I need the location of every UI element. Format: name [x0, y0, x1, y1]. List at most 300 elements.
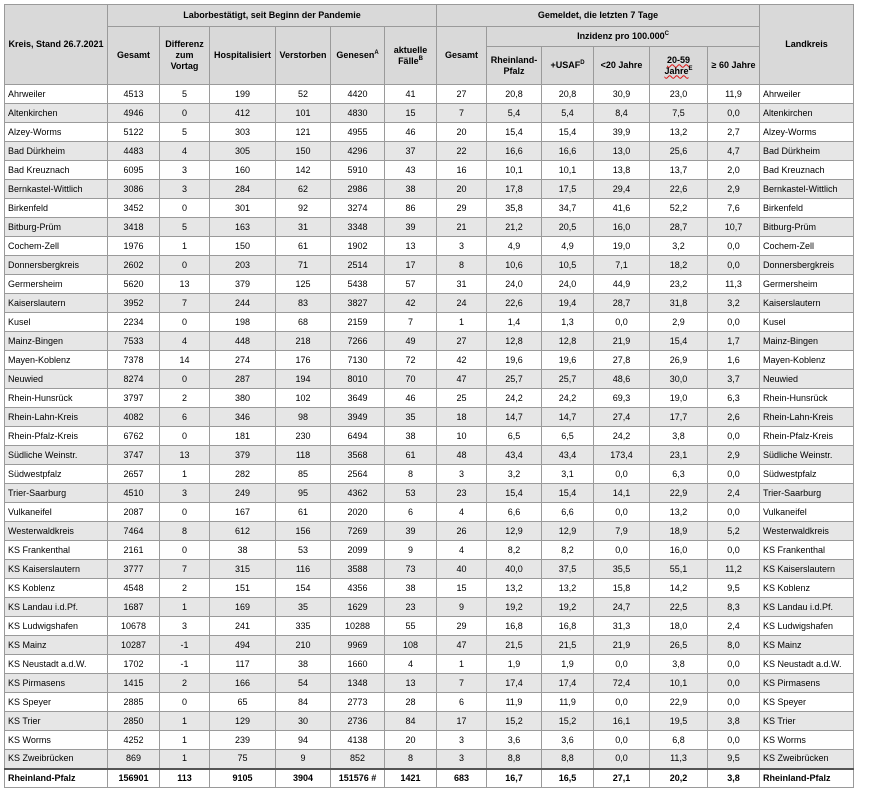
cell-genesen: 3949	[331, 408, 385, 427]
cell-genesen: 7269	[331, 522, 385, 541]
cell-gesamt-7d: 47	[437, 370, 487, 389]
table-row	[5, 294, 854, 313]
cell-gesamt-7d: 47	[437, 636, 487, 655]
cell-hospitalisiert: 305	[210, 142, 276, 161]
cell-inzidenz-60-plus: 9,5	[708, 750, 760, 769]
table-row	[5, 541, 854, 560]
cell-inzidenz-usaf: 3,1	[542, 465, 594, 484]
cell-gesamt: 2602	[108, 256, 160, 275]
cell-kreis: Birkenfeld	[5, 199, 108, 218]
cell-differenz: 13	[160, 446, 210, 465]
cell-aktuelle-faelle: 53	[385, 484, 437, 503]
cell-gesamt-7d: 31	[437, 275, 487, 294]
cell-inzidenz-rlp: 6,5	[487, 427, 542, 446]
cell-differenz: 1	[160, 237, 210, 256]
cell-inzidenz-usaf: 4,9	[542, 237, 594, 256]
cell-inzidenz-60-plus: 2,6	[708, 408, 760, 427]
cell-gesamt: 8274	[108, 370, 160, 389]
cell-hospitalisiert: 65	[210, 693, 276, 712]
cell-gesamt-7d: 40	[437, 560, 487, 579]
col-hospitalisiert: Hospitalisiert	[210, 27, 276, 85]
cell-inzidenz-rlp: 12,9	[487, 522, 542, 541]
cell-verstorben: 68	[276, 313, 331, 332]
cell-aktuelle-faelle: 7	[385, 313, 437, 332]
cell-kreis: KS Landau i.d.Pf.	[5, 598, 108, 617]
cell-inzidenz-60-plus: 11,2	[708, 560, 760, 579]
cell-inzidenz-60-plus: 4,7	[708, 142, 760, 161]
cell-kreis: KS Neustadt a.d.W.	[5, 655, 108, 674]
cell-gesamt: 4252	[108, 731, 160, 750]
cell-kreis: Vulkaneifel	[5, 503, 108, 522]
col-20-59: 20-59 Jahre$^E$	[650, 47, 708, 85]
cell-aktuelle-faelle: 13	[385, 237, 437, 256]
cell-inzidenz-usaf: 16,6	[542, 142, 594, 161]
cell-inzidenz-60-plus: 0,0	[708, 465, 760, 484]
cell-landkreis: Bad Dürkheim	[760, 142, 854, 161]
cell-inzidenz-usaf: 14,7	[542, 408, 594, 427]
cell-hospitalisiert: 244	[210, 294, 276, 313]
cell-kreis: Mainz-Bingen	[5, 332, 108, 351]
cell-differenz: 14	[160, 351, 210, 370]
cell-inzidenz-u20: 0,0	[594, 655, 650, 674]
cell-genesen: 4296	[331, 142, 385, 161]
cell-landkreis: Donnersbergkreis	[760, 256, 854, 275]
cell-hospitalisiert: 315	[210, 560, 276, 579]
cell-inzidenz-usaf: 1,9	[542, 655, 594, 674]
table-row	[5, 427, 854, 446]
cell-landkreis: KS Speyer	[760, 693, 854, 712]
cell-differenz: 6	[160, 408, 210, 427]
cell-genesen: 1348	[331, 674, 385, 693]
cell-inzidenz-usaf: 6,5	[542, 427, 594, 446]
total-genesen: 151576 #	[331, 769, 385, 788]
col-60-plus: ≥ 60 Jahre	[708, 47, 760, 85]
cell-hospitalisiert: 301	[210, 199, 276, 218]
cell-inzidenz-u20: 35,5	[594, 560, 650, 579]
cell-gesamt: 3418	[108, 218, 160, 237]
cell-hospitalisiert: 380	[210, 389, 276, 408]
cell-inzidenz-u20: 0,0	[594, 465, 650, 484]
cell-landkreis: Vulkaneifel	[760, 503, 854, 522]
cell-inzidenz-usaf: 3,6	[542, 731, 594, 750]
cell-gesamt: 5620	[108, 275, 160, 294]
cell-inzidenz-20-59: 3,2	[650, 237, 708, 256]
cell-gesamt: 2657	[108, 465, 160, 484]
cell-kreis: KS Koblenz	[5, 579, 108, 598]
cell-inzidenz-u20: 173,4	[594, 446, 650, 465]
cell-differenz: 3	[160, 484, 210, 503]
cell-inzidenz-60-plus: 0,0	[708, 674, 760, 693]
cell-gesamt: 6095	[108, 161, 160, 180]
cell-inzidenz-20-59: 13,2	[650, 123, 708, 142]
cell-inzidenz-usaf: 25,7	[542, 370, 594, 389]
table-row	[5, 180, 854, 199]
cell-landkreis: Bitburg-Prüm	[760, 218, 854, 237]
cell-verstorben: 61	[276, 237, 331, 256]
seven-day-group-header: Gemeldet, die letzten 7 Tage	[437, 5, 760, 27]
table-row	[5, 275, 854, 294]
cell-gesamt: 7533	[108, 332, 160, 351]
cell-aktuelle-faelle: 20	[385, 731, 437, 750]
cell-hospitalisiert: 166	[210, 674, 276, 693]
cell-gesamt-7d: 23	[437, 484, 487, 503]
cell-verstorben: 121	[276, 123, 331, 142]
cell-differenz: 0	[160, 370, 210, 389]
cell-genesen: 3827	[331, 294, 385, 313]
cell-gesamt-7d: 16	[437, 161, 487, 180]
cell-inzidenz-20-59: 19,0	[650, 389, 708, 408]
cell-inzidenz-usaf: 19,6	[542, 351, 594, 370]
cell-inzidenz-usaf: 20,5	[542, 218, 594, 237]
cell-inzidenz-20-59: 30,0	[650, 370, 708, 389]
cell-kreis: Westerwaldkreis	[5, 522, 108, 541]
cell-gesamt-7d: 29	[437, 617, 487, 636]
cell-verstorben: 156	[276, 522, 331, 541]
cell-genesen: 4362	[331, 484, 385, 503]
cell-hospitalisiert: 198	[210, 313, 276, 332]
table-row	[5, 712, 854, 731]
covid-table-container	[4, 4, 854, 788]
cell-kreis: Rhein-Pfalz-Kreis	[5, 427, 108, 446]
cell-kreis: Kaiserslautern	[5, 294, 108, 313]
table-row	[5, 560, 854, 579]
cell-landkreis: Birkenfeld	[760, 199, 854, 218]
cell-verstorben: 218	[276, 332, 331, 351]
cell-aktuelle-faelle: 41	[385, 85, 437, 104]
cell-hospitalisiert: 199	[210, 85, 276, 104]
cell-genesen: 4830	[331, 104, 385, 123]
cell-inzidenz-usaf: 8,8	[542, 750, 594, 769]
cell-inzidenz-usaf: 12,9	[542, 522, 594, 541]
cell-genesen: 2159	[331, 313, 385, 332]
cell-gesamt: 4548	[108, 579, 160, 598]
table-row	[5, 731, 854, 750]
cell-differenz: 1	[160, 731, 210, 750]
cell-inzidenz-60-plus: 0,0	[708, 237, 760, 256]
cell-differenz: -1	[160, 655, 210, 674]
cell-inzidenz-20-59: 17,7	[650, 408, 708, 427]
cell-gesamt-7d: 3	[437, 237, 487, 256]
cell-inzidenz-rlp: 12,8	[487, 332, 542, 351]
cell-aktuelle-faelle: 61	[385, 446, 437, 465]
cell-genesen: 5910	[331, 161, 385, 180]
cell-inzidenz-u20: 19,0	[594, 237, 650, 256]
cell-inzidenz-60-plus: 2,4	[708, 484, 760, 503]
cell-inzidenz-60-plus: 6,3	[708, 389, 760, 408]
cell-kreis: Ahrweiler	[5, 85, 108, 104]
cell-hospitalisiert: 241	[210, 617, 276, 636]
col-aktuelle-faelle: aktuelle Fälle$^B$	[385, 27, 437, 85]
cell-hospitalisiert: 379	[210, 446, 276, 465]
cell-landkreis: KS Koblenz	[760, 579, 854, 598]
cell-verstorben: 154	[276, 579, 331, 598]
cell-inzidenz-u20: 16,1	[594, 712, 650, 731]
table-row	[5, 446, 854, 465]
cell-aktuelle-faelle: 15	[385, 104, 437, 123]
cell-landkreis: Kaiserslautern	[760, 294, 854, 313]
total-aktuelle-faelle: 1421	[385, 769, 437, 788]
cell-aktuelle-faelle: 4	[385, 655, 437, 674]
table-row	[5, 218, 854, 237]
cell-aktuelle-faelle: 13	[385, 674, 437, 693]
cell-genesen: 3274	[331, 199, 385, 218]
cell-inzidenz-usaf: 17,4	[542, 674, 594, 693]
cell-inzidenz-60-plus: 3,8	[708, 712, 760, 731]
cell-aktuelle-faelle: 38	[385, 180, 437, 199]
cell-kreis: Rhein-Hunsrück	[5, 389, 108, 408]
cell-verstorben: 118	[276, 446, 331, 465]
cell-gesamt: 869	[108, 750, 160, 769]
cell-inzidenz-60-plus: 2,9	[708, 446, 760, 465]
cell-inzidenz-u20: 0,0	[594, 503, 650, 522]
cell-inzidenz-60-plus: 0,0	[708, 104, 760, 123]
cell-aktuelle-faelle: 46	[385, 123, 437, 142]
cell-gesamt-7d: 20	[437, 123, 487, 142]
total-gesamt: 156901	[108, 769, 160, 788]
table-row	[5, 161, 854, 180]
cell-aktuelle-faelle: 28	[385, 693, 437, 712]
cell-inzidenz-rlp: 43,4	[487, 446, 542, 465]
cell-hospitalisiert: 169	[210, 598, 276, 617]
cell-inzidenz-20-59: 19,5	[650, 712, 708, 731]
cell-verstorben: 84	[276, 693, 331, 712]
cell-gesamt: 4082	[108, 408, 160, 427]
cell-inzidenz-rlp: 1,4	[487, 313, 542, 332]
cell-gesamt-7d: 3	[437, 731, 487, 750]
table-body	[5, 85, 854, 769]
cell-kreis: KS Kaiserslautern	[5, 560, 108, 579]
cell-kreis: KS Worms	[5, 731, 108, 750]
cell-inzidenz-20-59: 28,7	[650, 218, 708, 237]
cell-inzidenz-60-plus: 11,9	[708, 85, 760, 104]
landkreis-header: Landkreis	[760, 5, 854, 85]
cell-inzidenz-20-59: 13,2	[650, 503, 708, 522]
table-row	[5, 636, 854, 655]
cell-inzidenz-usaf: 15,4	[542, 123, 594, 142]
cell-differenz: 7	[160, 294, 210, 313]
cell-inzidenz-usaf: 13,2	[542, 579, 594, 598]
cell-landkreis: KS Kaiserslautern	[760, 560, 854, 579]
covid-case-table	[4, 4, 854, 788]
cell-inzidenz-20-59: 26,5	[650, 636, 708, 655]
cell-gesamt: 5122	[108, 123, 160, 142]
cell-differenz: 8	[160, 522, 210, 541]
cell-inzidenz-20-59: 10,1	[650, 674, 708, 693]
cell-hospitalisiert: 249	[210, 484, 276, 503]
cell-gesamt: 6762	[108, 427, 160, 446]
table-row	[5, 408, 854, 427]
cell-inzidenz-20-59: 6,3	[650, 465, 708, 484]
cell-inzidenz-rlp: 16,8	[487, 617, 542, 636]
cell-kreis: Rhein-Lahn-Kreis	[5, 408, 108, 427]
cell-landkreis: KS Zweibrücken	[760, 750, 854, 769]
cell-kreis: Neuwied	[5, 370, 108, 389]
cell-differenz: 0	[160, 427, 210, 446]
cell-verstorben: 30	[276, 712, 331, 731]
cell-inzidenz-rlp: 21,2	[487, 218, 542, 237]
cell-gesamt-7d: 4	[437, 503, 487, 522]
cell-differenz: 5	[160, 218, 210, 237]
cell-inzidenz-rlp: 8,2	[487, 541, 542, 560]
cell-inzidenz-u20: 48,6	[594, 370, 650, 389]
cell-gesamt-7d: 3	[437, 750, 487, 769]
cell-inzidenz-rlp: 25,7	[487, 370, 542, 389]
cell-gesamt-7d: 1	[437, 313, 487, 332]
cell-inzidenz-u20: 29,4	[594, 180, 650, 199]
cell-differenz: 1	[160, 712, 210, 731]
cell-aktuelle-faelle: 57	[385, 275, 437, 294]
cell-kreis: Bernkastel-Wittlich	[5, 180, 108, 199]
table-row	[5, 389, 854, 408]
cell-differenz: 1	[160, 465, 210, 484]
cell-aktuelle-faelle: 8	[385, 465, 437, 484]
cell-genesen: 7130	[331, 351, 385, 370]
total-hospitalisiert: 9105	[210, 769, 276, 788]
cell-landkreis: KS Frankenthal	[760, 541, 854, 560]
table-row	[5, 655, 854, 674]
cell-verstorben: 31	[276, 218, 331, 237]
cell-hospitalisiert: 412	[210, 104, 276, 123]
cell-aktuelle-faelle: 17	[385, 256, 437, 275]
cell-inzidenz-60-plus: 0,0	[708, 731, 760, 750]
cell-verstorben: 98	[276, 408, 331, 427]
cell-hospitalisiert: 163	[210, 218, 276, 237]
cell-landkreis: Cochem-Zell	[760, 237, 854, 256]
cell-aktuelle-faelle: 9	[385, 541, 437, 560]
total-inzidenz-rlp: 16,7	[487, 769, 542, 788]
cell-aktuelle-faelle: 39	[385, 522, 437, 541]
cell-aktuelle-faelle: 72	[385, 351, 437, 370]
cell-inzidenz-rlp: 17,4	[487, 674, 542, 693]
table-row	[5, 693, 854, 712]
cell-hospitalisiert: 287	[210, 370, 276, 389]
cell-gesamt: 2161	[108, 541, 160, 560]
cell-genesen: 1660	[331, 655, 385, 674]
cell-inzidenz-usaf: 15,4	[542, 484, 594, 503]
cell-gesamt-7d: 42	[437, 351, 487, 370]
cell-verstorben: 54	[276, 674, 331, 693]
cell-gesamt: 4946	[108, 104, 160, 123]
cell-hospitalisiert: 38	[210, 541, 276, 560]
col-rheinland-pfalz: Rheinland-Pfalz	[487, 47, 542, 85]
col-under-20: <20 Jahre	[594, 47, 650, 85]
cell-inzidenz-u20: 41,6	[594, 199, 650, 218]
cell-hospitalisiert: 129	[210, 712, 276, 731]
cell-inzidenz-rlp: 24,2	[487, 389, 542, 408]
cell-inzidenz-20-59: 52,2	[650, 199, 708, 218]
cell-aktuelle-faelle: 108	[385, 636, 437, 655]
table-row	[5, 484, 854, 503]
cell-inzidenz-60-plus: 0,0	[708, 256, 760, 275]
cell-verstorben: 150	[276, 142, 331, 161]
cell-inzidenz-usaf: 5,4	[542, 104, 594, 123]
cell-verstorben: 62	[276, 180, 331, 199]
cell-landkreis: Rhein-Lahn-Kreis	[760, 408, 854, 427]
cell-inzidenz-u20: 28,7	[594, 294, 650, 313]
cell-aktuelle-faelle: 46	[385, 389, 437, 408]
cell-gesamt-7d: 27	[437, 332, 487, 351]
cell-landkreis: Alzey-Worms	[760, 123, 854, 142]
cell-inzidenz-usaf: 16,8	[542, 617, 594, 636]
col-differenz: Differenz zum Vortag	[160, 27, 210, 85]
cell-kreis: Südliche Weinstr.	[5, 446, 108, 465]
cell-genesen: 4955	[331, 123, 385, 142]
cell-differenz: 0	[160, 199, 210, 218]
cell-differenz: -1	[160, 636, 210, 655]
cell-gesamt: 10678	[108, 617, 160, 636]
cell-kreis: Bad Kreuznach	[5, 161, 108, 180]
cell-kreis: KS Frankenthal	[5, 541, 108, 560]
cell-genesen: 2514	[331, 256, 385, 275]
cell-inzidenz-60-plus: 2,9	[708, 180, 760, 199]
cell-inzidenz-u20: 24,7	[594, 598, 650, 617]
cell-verstorben: 92	[276, 199, 331, 218]
cell-gesamt: 4483	[108, 142, 160, 161]
cell-gesamt: 1976	[108, 237, 160, 256]
cell-genesen: 2986	[331, 180, 385, 199]
cell-aktuelle-faelle: 55	[385, 617, 437, 636]
cell-landkreis: Neuwied	[760, 370, 854, 389]
cell-inzidenz-20-59: 22,5	[650, 598, 708, 617]
cell-gesamt: 2850	[108, 712, 160, 731]
table-row	[5, 579, 854, 598]
cell-inzidenz-60-plus: 0,0	[708, 313, 760, 332]
cell-genesen: 4356	[331, 579, 385, 598]
cell-kreis: Alzey-Worms	[5, 123, 108, 142]
cell-inzidenz-usaf: 12,8	[542, 332, 594, 351]
cell-genesen: 3568	[331, 446, 385, 465]
cell-inzidenz-20-59: 6,8	[650, 731, 708, 750]
cell-landkreis: Bad Kreuznach	[760, 161, 854, 180]
cell-verstorben: 102	[276, 389, 331, 408]
cell-landkreis: Kusel	[760, 313, 854, 332]
lab-group-header: Laborbestätigt, seit Beginn der Pandemie	[108, 5, 437, 27]
cell-differenz: 2	[160, 389, 210, 408]
cell-differenz: 2	[160, 674, 210, 693]
total-kreis: Rheinland-Pfalz	[5, 769, 108, 788]
cell-inzidenz-60-plus: 11,3	[708, 275, 760, 294]
cell-inzidenz-20-59: 55,1	[650, 560, 708, 579]
cell-gesamt-7d: 29	[437, 199, 487, 218]
cell-inzidenz-60-plus: 7,6	[708, 199, 760, 218]
cell-hospitalisiert: 160	[210, 161, 276, 180]
cell-inzidenz-rlp: 15,4	[487, 123, 542, 142]
cell-hospitalisiert: 117	[210, 655, 276, 674]
cell-gesamt: 3777	[108, 560, 160, 579]
table-row	[5, 522, 854, 541]
cell-inzidenz-rlp: 11,9	[487, 693, 542, 712]
cell-landkreis: Trier-Saarburg	[760, 484, 854, 503]
cell-inzidenz-usaf: 1,3	[542, 313, 594, 332]
table-row	[5, 332, 854, 351]
cell-inzidenz-rlp: 40,0	[487, 560, 542, 579]
cell-aktuelle-faelle: 70	[385, 370, 437, 389]
cell-inzidenz-usaf: 43,4	[542, 446, 594, 465]
cell-kreis: Germersheim	[5, 275, 108, 294]
cell-inzidenz-20-59: 13,7	[650, 161, 708, 180]
cell-hospitalisiert: 150	[210, 237, 276, 256]
cell-hospitalisiert: 346	[210, 408, 276, 427]
cell-gesamt: 1702	[108, 655, 160, 674]
cell-differenz: 0	[160, 256, 210, 275]
cell-differenz: 5	[160, 85, 210, 104]
cell-inzidenz-rlp: 1,9	[487, 655, 542, 674]
cell-verstorben: 335	[276, 617, 331, 636]
cell-genesen: 9969	[331, 636, 385, 655]
cell-inzidenz-u20: 72,4	[594, 674, 650, 693]
cell-inzidenz-60-plus: 0,0	[708, 655, 760, 674]
cell-landkreis: KS Mainz	[760, 636, 854, 655]
